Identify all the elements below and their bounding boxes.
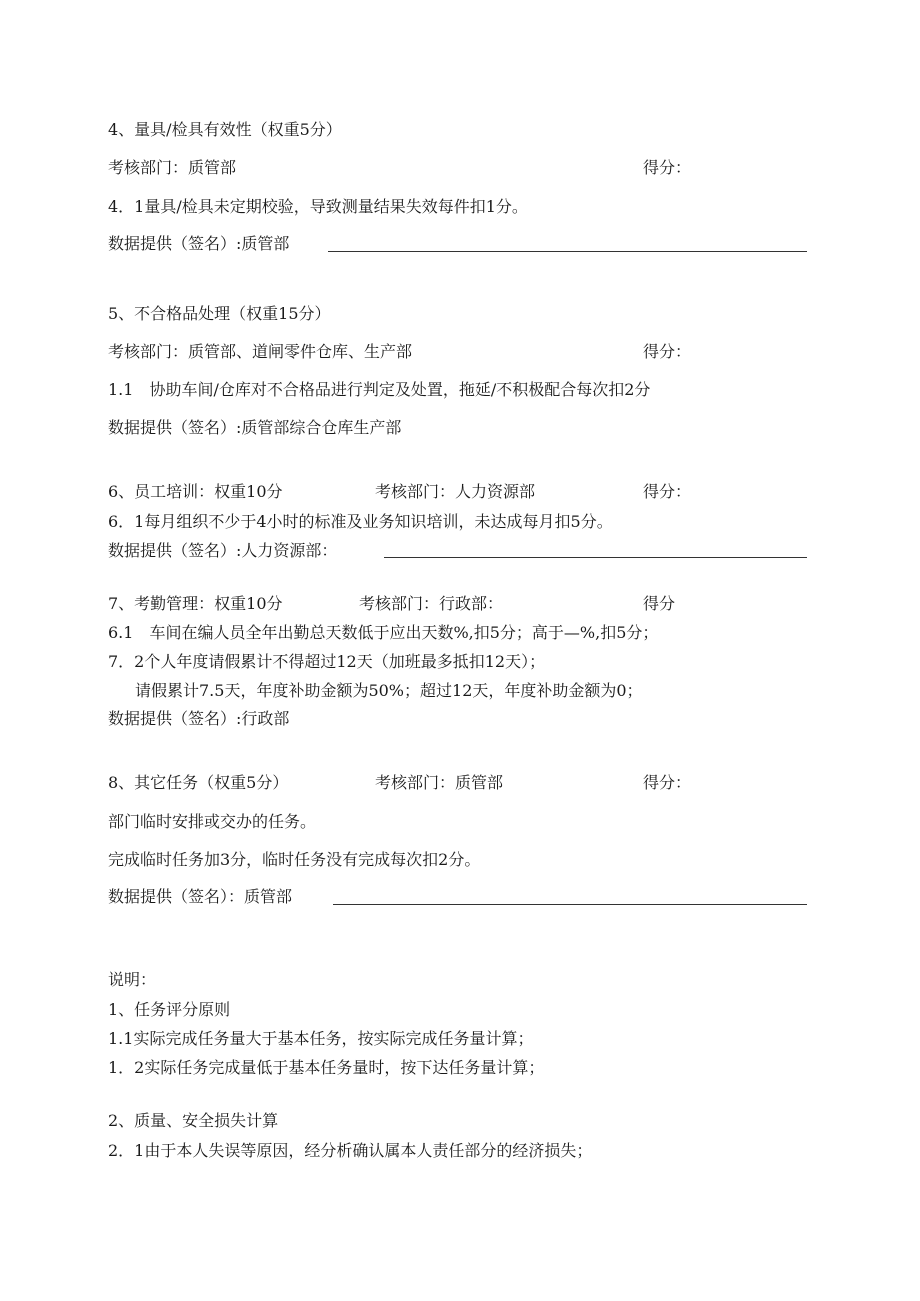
section-5-data-provider: 数据提供（签名）:质管部综合仓库生产部: [108, 418, 402, 437]
section-8-line-2: 完成临时任务加3分，临时任务没有完成每次扣2分。: [108, 850, 481, 869]
section-6-rule: 6．1每月组织不少于4小时的标准及业务知识培训，未达成每月扣5分。: [108, 512, 613, 531]
section-6-dept: 考核部门：人力资源部: [375, 482, 536, 501]
notes-title: 说明：: [108, 970, 157, 989]
notes-rule-1-2: 1．2实际任务完成量低于基本任务量时，按下达任务量计算；: [108, 1058, 545, 1077]
notes-rule-2-1: 2．1由于本人失误等原因，经分析确认属本人责任部分的经济损失；: [108, 1141, 593, 1160]
section-4-dept: 考核部门：质管部: [108, 158, 237, 177]
section-8-score: 得分：: [643, 773, 692, 792]
notes-heading-1: 1、任务评分原则: [108, 1000, 231, 1019]
notes-heading-2: 2、质量、安全损失计算: [108, 1111, 279, 1130]
section-4-rule: 4．1量具/检具未定期校验，导致测量结果失效每件扣1分。: [108, 197, 528, 216]
section-5-dept: 考核部门：质管部、道闸零件仓库、生产部: [108, 342, 413, 361]
section-7-heading: 7、考勤管理：权重10分: [108, 594, 283, 613]
section-4-heading: 4、量具/检具有效性（权重5分）: [108, 120, 342, 139]
section-6-heading: 6、员工培训：权重10分: [108, 482, 283, 501]
section-5-heading: 5、不合格品处理（权重15分）: [108, 304, 331, 323]
section-8-dept: 考核部门：质管部: [375, 773, 504, 792]
section-6-data-provider: 数据提供（签名）:人力资源部：: [108, 541, 338, 560]
section-8-signature-line: [333, 904, 807, 905]
section-6-signature-line: [384, 557, 807, 558]
section-7-score: 得分: [643, 594, 676, 613]
section-8-heading: 8、其它任务（权重5分）: [108, 773, 289, 792]
section-8-data-provider: 数据提供（签名）：质管部: [108, 887, 293, 906]
section-8-line-1: 部门临时安排或交办的任务。: [108, 812, 317, 831]
section-7-dept: 考核部门：行政部：: [359, 594, 504, 613]
section-7-data-provider: 数据提供（签名）:行政部: [108, 709, 290, 728]
section-7-rule-2: 7．2个人年度请假累计不得超过12天（加班最多抵扣12天）；: [108, 652, 546, 671]
notes-rule-1-1: 1.1实际完成任务量大于基本任务，按实际完成任务量计算；: [108, 1029, 534, 1048]
section-5-score: 得分：: [643, 342, 692, 361]
section-7-rule-3: 请假累计7.5天，年度补助金额为50%；超过12天，年度补助金额为0；: [135, 681, 643, 700]
section-6-score: 得分：: [643, 482, 692, 501]
section-7-rule-1: 6.1 车间在编人员全年出勤总天数低于应出天数%,扣5分；高于—%,扣5分；: [108, 623, 659, 642]
section-4-score: 得分：: [643, 158, 692, 177]
section-4-signature-line: [328, 251, 807, 252]
section-4-data-provider: 数据提供（签名）:质管部: [108, 234, 290, 253]
section-5-rule: 1.1 协助车间/仓库对不合格品进行判定及处置，拖延/不积极配合每次扣2分: [108, 380, 651, 399]
